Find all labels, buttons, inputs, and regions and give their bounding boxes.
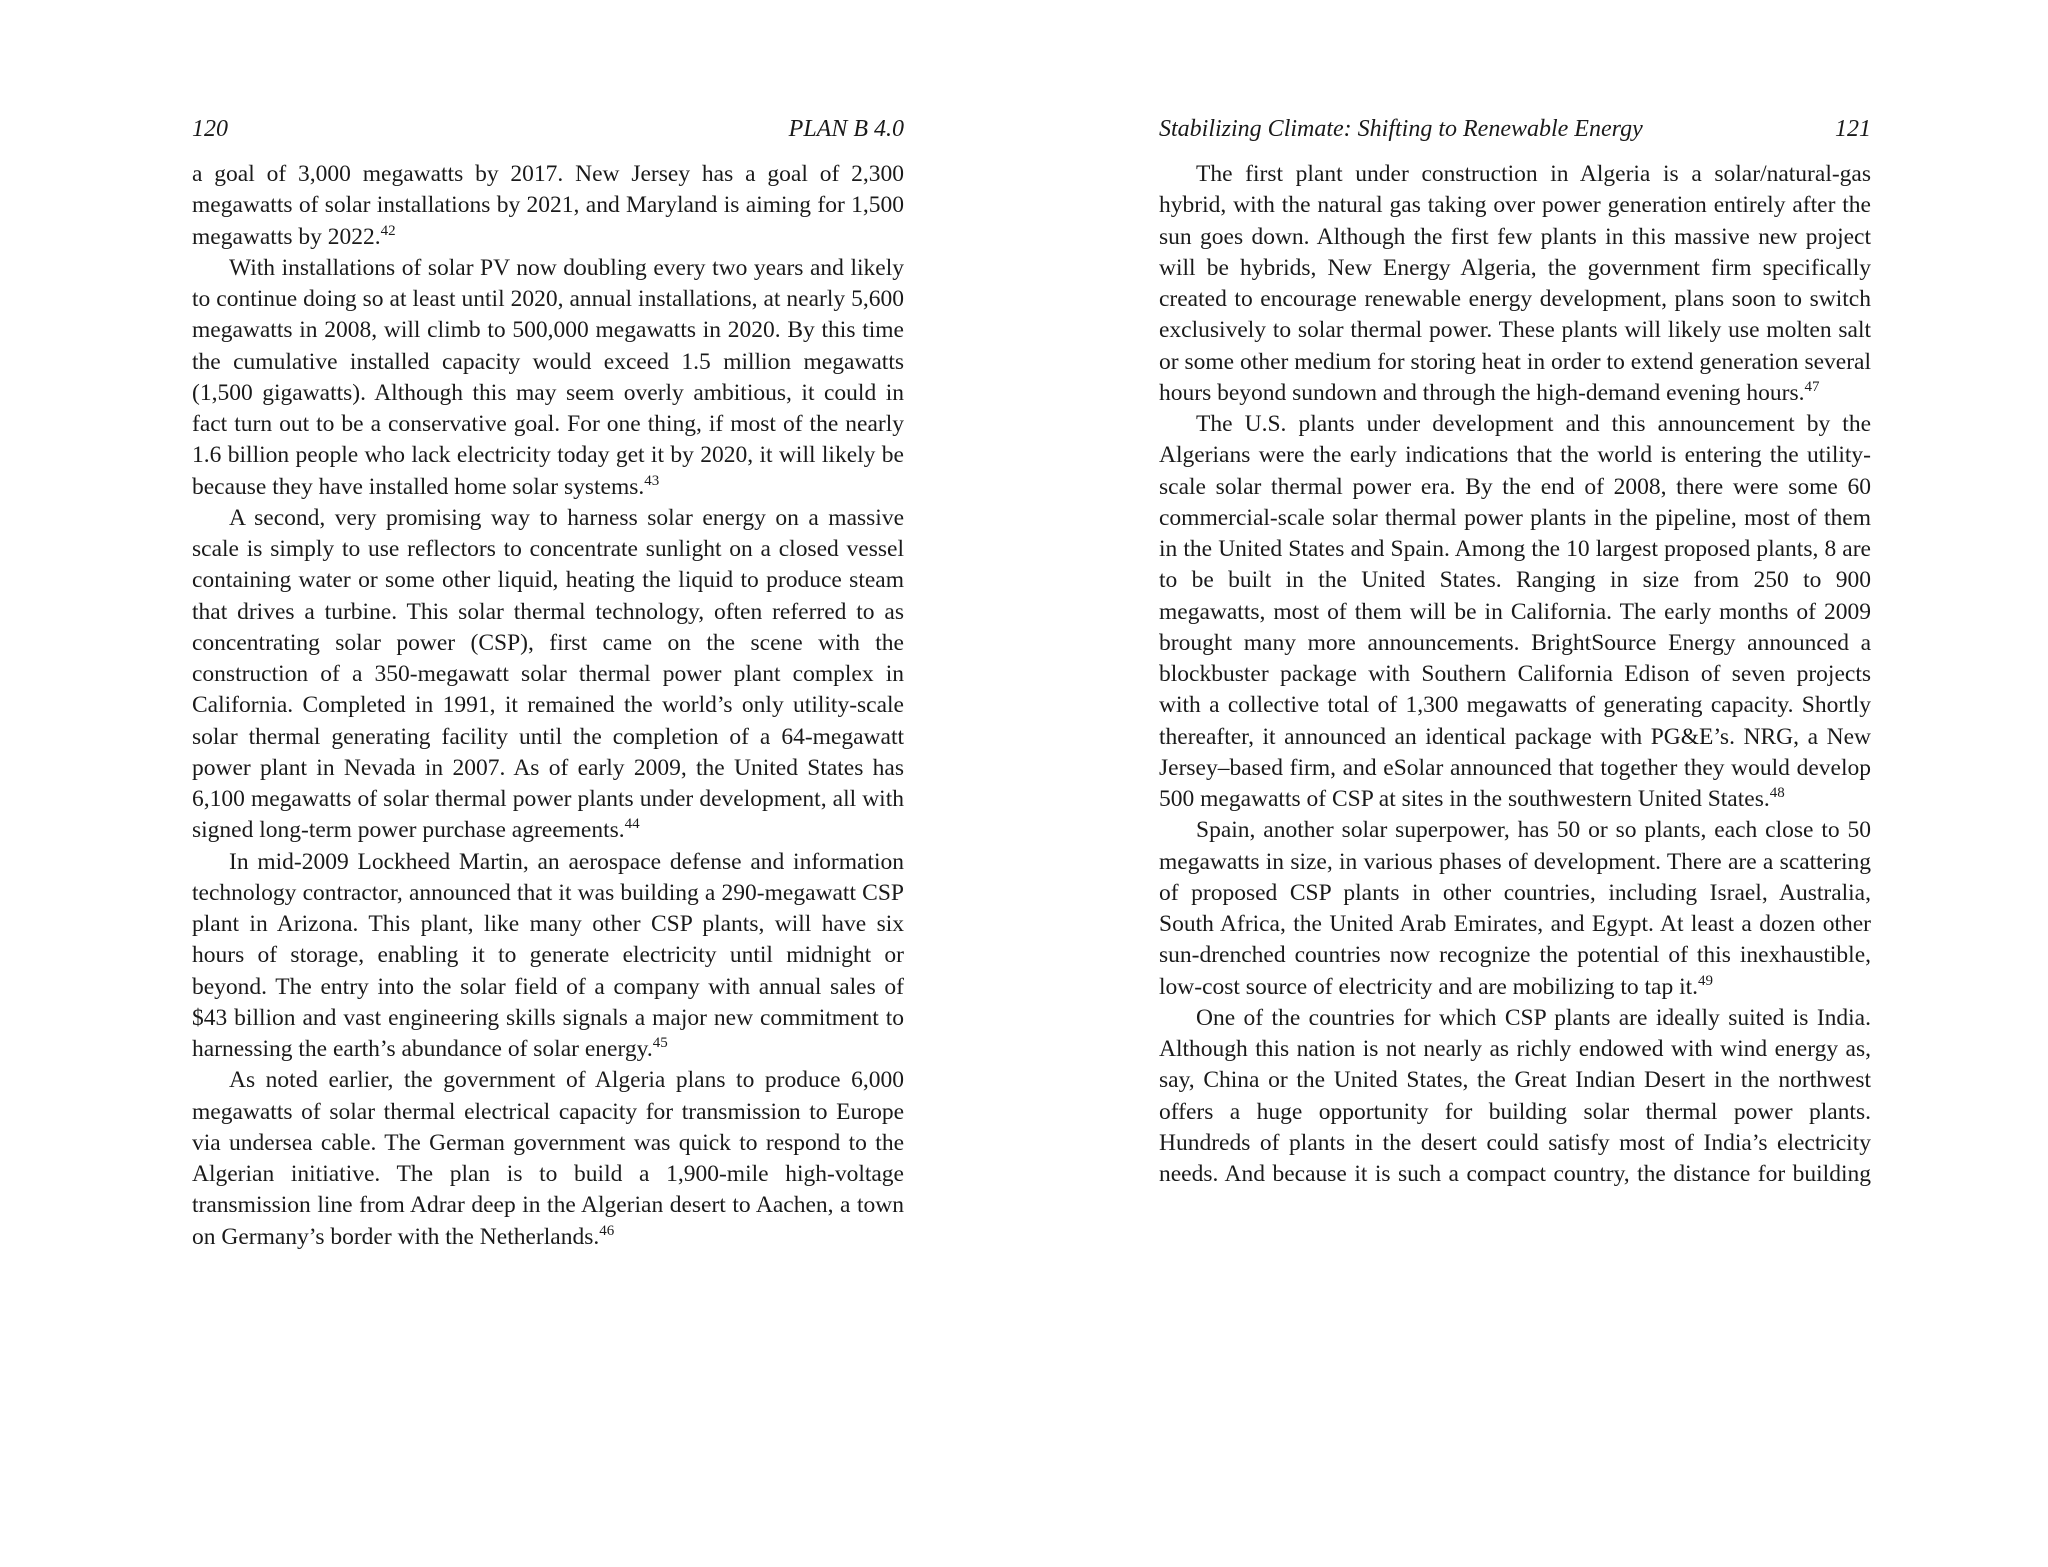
paragraph-text: With installations of solar PV now doubling every two years and likely to continue doing so at least until 2020, annual installations, at nearly 5,600 megawatts in 2008, will climb to 500,000 megawatts in 2020. By this time the cumulative installed capacity would exceed 1.5 million megawatts (1,500 gigawatts). Although this may seem overly ambitious, it could in fact turn out to be a conservative goal. For one thing, if most of the nearly 1.6 billion people who lack electricity today get it by 2020, it will likely be because they have installed home solar systems. (192, 254, 904, 500)
paragraph (192, 159, 904, 253)
paragraph-text: One of the countries for which CSP plants are ideally suited is India. Although this nation is not nearly as richly endowed with wind energy as, say, China or the United States, the Great Indian Desert in the northwest offers a huge opportunity for building solar thermal power plants. Hundreds of plants in the desert could satisfy most of India’s electricity needs. And because it is such a compact country, the distance for building (1159, 1004, 1871, 1187)
footnote-ref: 46 (599, 1222, 615, 1239)
paragraph (192, 1065, 904, 1253)
left-body-text (192, 159, 904, 1253)
footnote-ref: 43 (644, 472, 660, 489)
paragraph-text: A second, very promising way to harness solar energy on a massive scale is simply to use reflectors to concentrate sunlight on a closed vessel containing water or some other liquid, heating the liquid to produce steam that drives a turbine. This solar thermal technology, often referred to as concentrating solar power (CSP), first came on the scene with the construction of a 350-megawatt solar thermal power plant complex in California. Completed in 1991, it remained the world’s only utility-scale solar thermal generating facility until the completion of a 64-​megawatt power plant in Nevada in 2007. As of early 2009, the United States has 6,100 megawatts of solar thermal power plants under development, all with signed long-term power purchase agreements. (192, 504, 904, 844)
left-page-number: 120 (192, 116, 228, 142)
footnote-ref: 49 (1698, 972, 1714, 989)
right-body-text (1159, 159, 1871, 1190)
footnote-ref: 45 (652, 1035, 668, 1051)
paragraph (1159, 159, 1871, 409)
paragraph (192, 503, 904, 847)
footnote-ref: 42 (380, 222, 396, 239)
footnote-ref: 48 (1769, 785, 1785, 801)
paragraph-text: The U.S. plants under development and this announcement by the Algerians were the early indications that the world is entering the utility-scale solar thermal power era. By the end of 2008, there were some 60 commercial-scale solar thermal power plants in the pipeline, most of them in the United States and Spain. Among the 10 largest proposed plants, 8 are to be built in the United States. Ranging in size from 250 to 900 megawatts, most of them will be in California. The early months of 2009 brought many more announcements. BrightSource Energy announced a blockbuster package with Southern California Edison of seven projects with a collective total of 1,300 megawatts of generating capacity. Shortly thereafter, it announced an identical package with PG&E’s. NRG, a New Jersey–based firm, and eSolar announced that together they would develop 500 megawatts of CSP at sites in the southwestern United States. (1159, 411, 1871, 812)
footnote-ref: 44 (624, 816, 640, 833)
left-running-head (192, 112, 904, 146)
paragraph-text: The first plant under construction in Algeria is a solar/natural-gas hybrid, with the natural gas taking over power generation entirely after the sun goes down. Although the first few plants in this massive new project will be hybrids, New Energy Algeria, the government firm specifically created to encourage renewable energy development, plans soon to switch exclusively to solar thermal power. These plants will likely use molten salt or some other medium for storing heat in order to extend generation several hours beyond sundown and through the high-​demand evening hours. (1159, 161, 1871, 406)
paragraph (1159, 815, 1871, 1003)
right-running-head-title: Stabilizing Climate: Shifting to Renewable Energy (1159, 116, 1643, 142)
paragraph-text: In mid-2009 Lockheed Martin, an aerospace defense and information technology contractor, announced that it was building a 290-megawatt CSP plant in Arizona. This plant, like many other CSP plants, will have six hours of storage, enabling it to generate electricity until midnight or beyond. The entry into the solar field of a company with annual sales of $43 billion and vast engineering skills signals a major new commitment to harnessing the earth’s abundance of solar energy. (192, 848, 904, 1062)
paragraph-text: As noted earlier, the government of Algeria plans to produce 6,000 megawatts of solar thermal electrical capacity for transmission to Europe via undersea cable. The German government was quick to respond to the Algerian initiative. The plan is to build a 1,900-mile high-voltage transmission line from Adrar deep in the Algerian desert to Aachen, a town on Germany’s border with the Netherlands. (192, 1067, 904, 1250)
paragraph (192, 847, 904, 1066)
right-running-head (1159, 112, 1871, 146)
right-page-number: 121 (1835, 116, 1871, 142)
paragraph (1159, 409, 1871, 815)
left-running-head-title: PLAN B 4.0 (788, 116, 904, 142)
footnote-ref: 47 (1804, 378, 1820, 395)
paragraph-text: Spain, another solar superpower, has 50 or so plants, each close to 50 megawatts in size, in various phases of development. There are a scattering of proposed CSP plants in other countries, including Israel, Australia, South Africa, the United Arab Emirates, and Egypt. At least a dozen other sun-drenched countries now recognize the potential of this inexhaustible, low-cost source of electricity and are mobilizing to tap it. (1159, 817, 1871, 1000)
paragraph-text: a goal of 3,000 megawatts by 2017. New Jersey has a goal of 2,300 megawatts of solar installations by 2021, and Maryland is aiming for 1,500 megawatts by 2022. (192, 161, 904, 250)
paragraph (1159, 1003, 1871, 1191)
paragraph (192, 253, 904, 503)
